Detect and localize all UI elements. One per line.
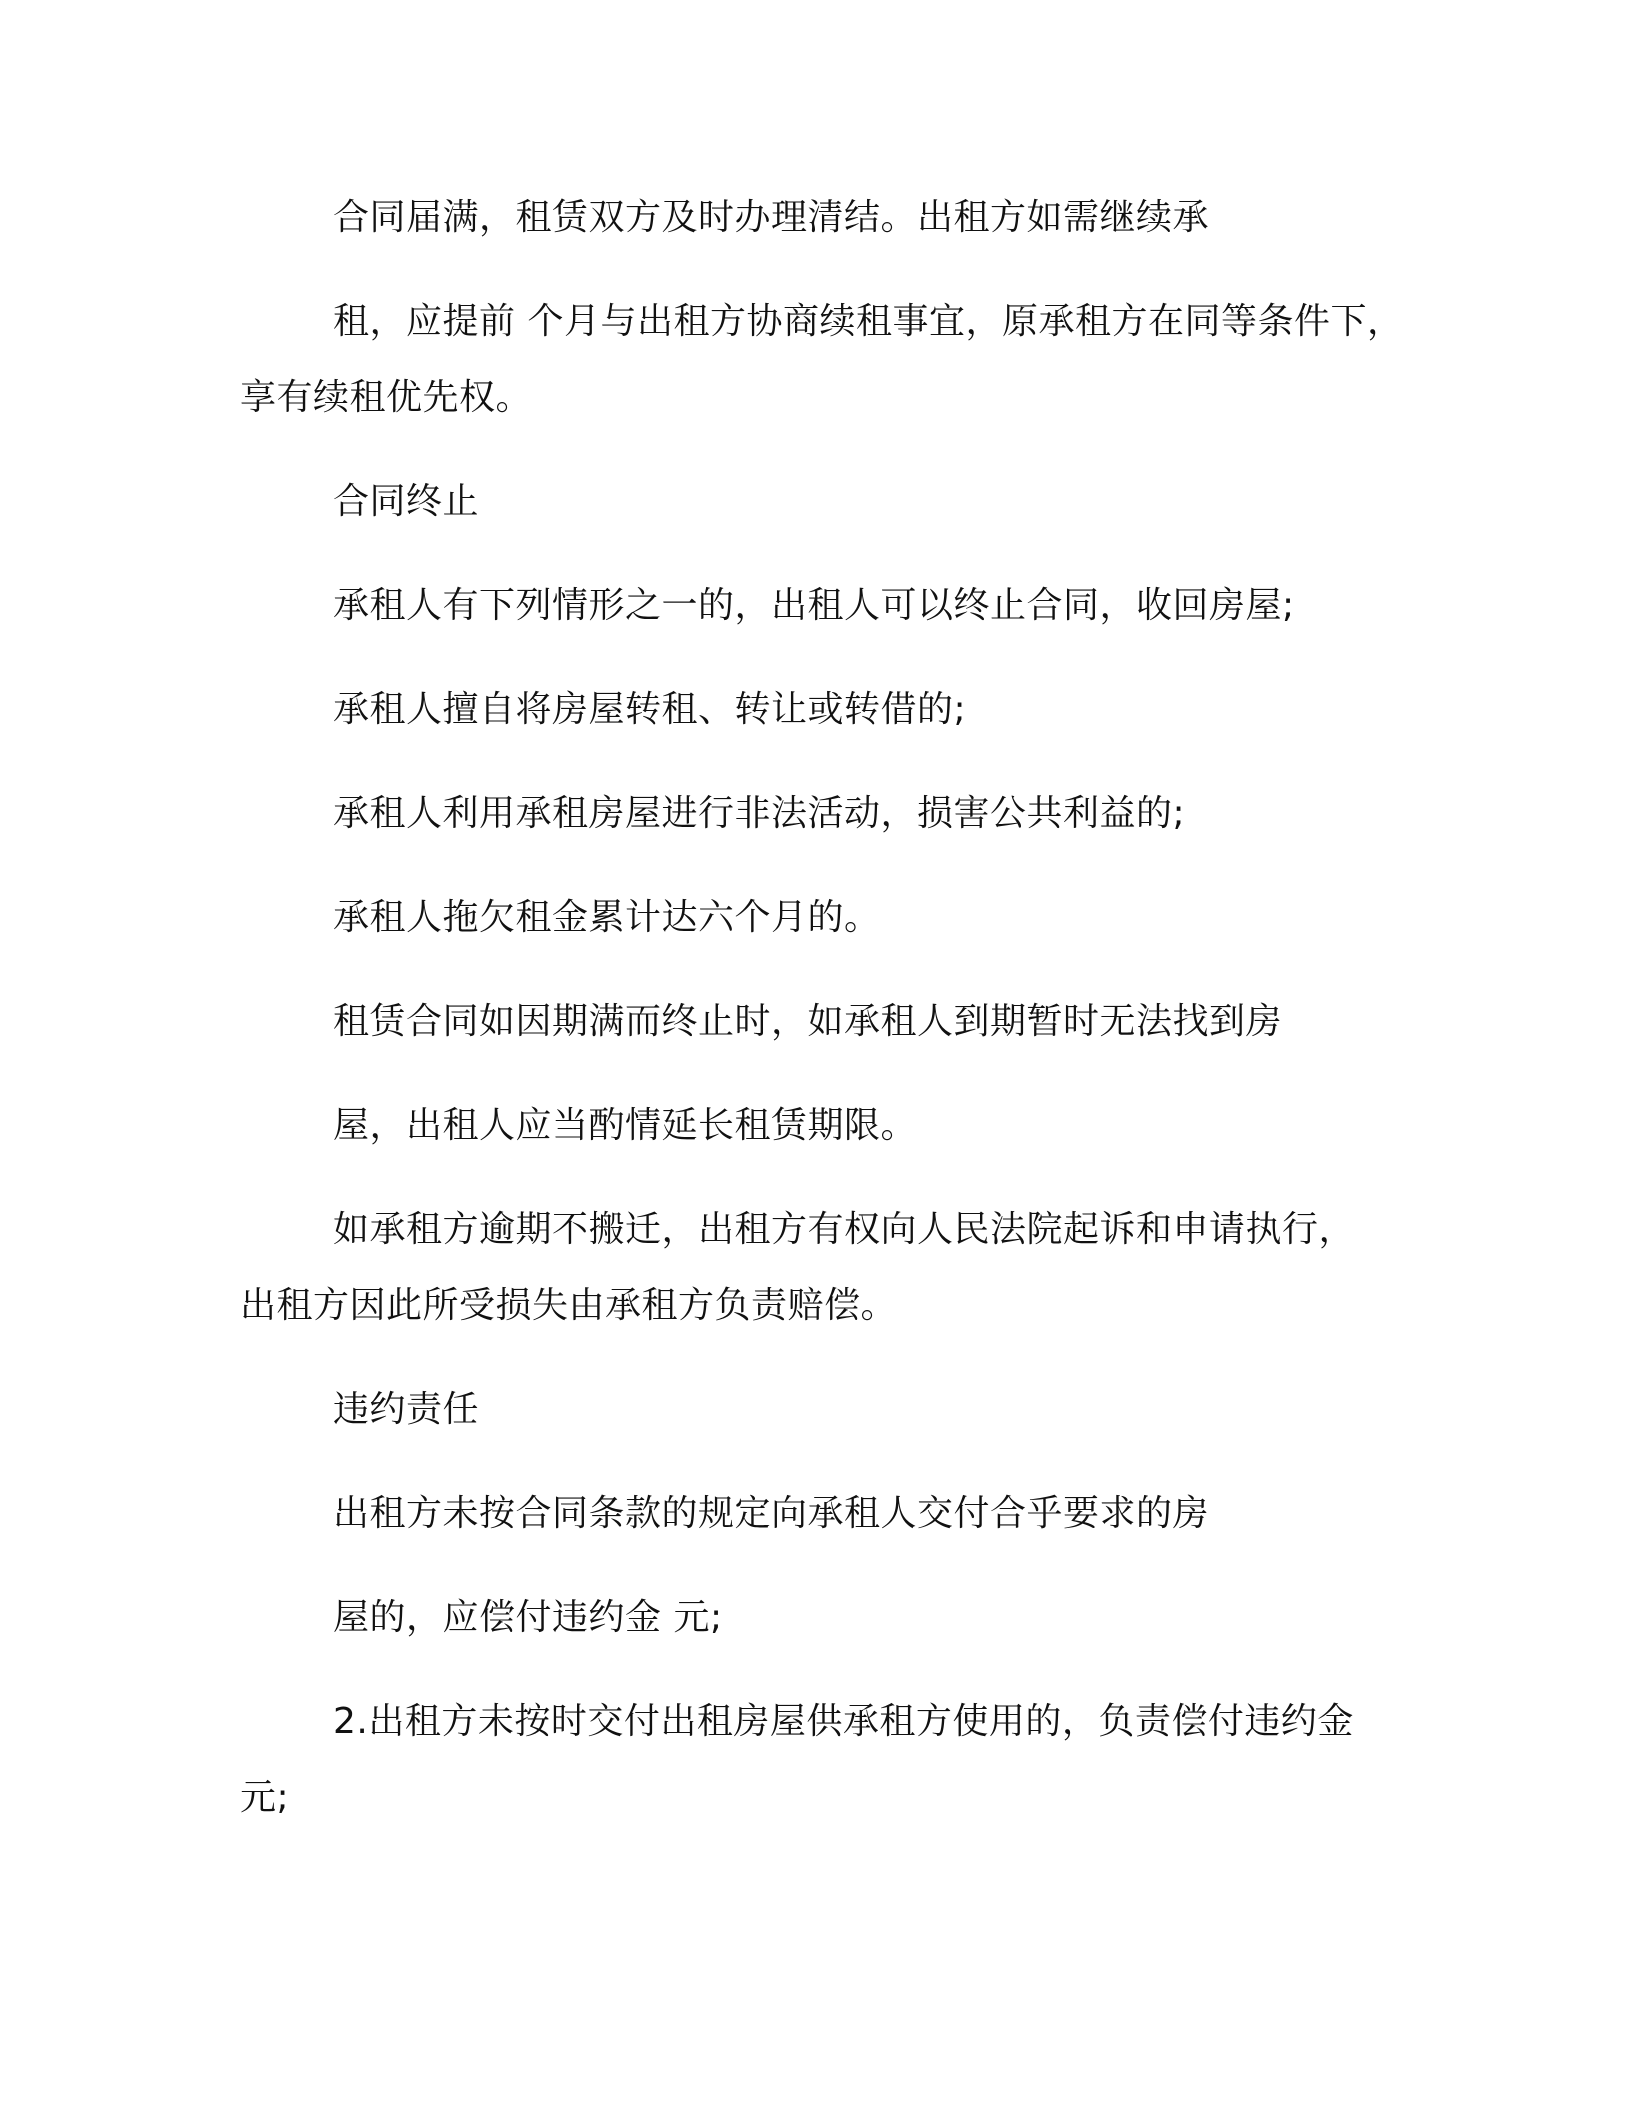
paragraph-line: 屋的，应偿付违约金 元; [333,1597,723,1638]
paragraph-line: 如承租方逾期不搬迁，出租方有权向人民法院起诉和申请执行， [333,1209,1356,1250]
section-heading: 合同终止 [333,481,480,522]
list-item: 承租人擅自将房屋转租、转让或转借的; [333,689,967,730]
paragraph-line: 出租方未按合同条款的规定向承租人交付合乎要求的房 [333,1493,1210,1534]
section-heading: 违约责任 [333,1389,480,1430]
paragraph-line: 租，应提前 个月与出租方协商续租事宜，原承租方在同等条件下， [333,301,1404,342]
paragraph-line: 承租人有下列情形之一的，出租人可以终止合同，收回房屋; [333,585,1295,626]
paragraph-line: 屋，出租人应当酌情延长租赁期限。 [333,1105,918,1146]
paragraph-line: 元; [240,1777,290,1818]
paragraph-line: 2.出租方未按时交付出租房屋供承租方使用的，负责偿付违约金 [333,1701,1354,1742]
list-item: 承租人拖欠租金累计达六个月的。 [333,897,881,938]
paragraph-line: 享有续租优先权。 [240,377,533,418]
paragraph-line: 租赁合同如因期满而终止时，如承租人到期暂时无法找到房 [333,1001,1283,1042]
list-item: 承租人利用承租房屋进行非法活动，损害公共利益的; [333,793,1186,834]
paragraph-line: 出租方因此所受损失由承租方负责赔偿。 [240,1285,898,1326]
paragraph-line: 合同届满，租赁双方及时办理清结。出租方如需继续承 [333,197,1210,238]
